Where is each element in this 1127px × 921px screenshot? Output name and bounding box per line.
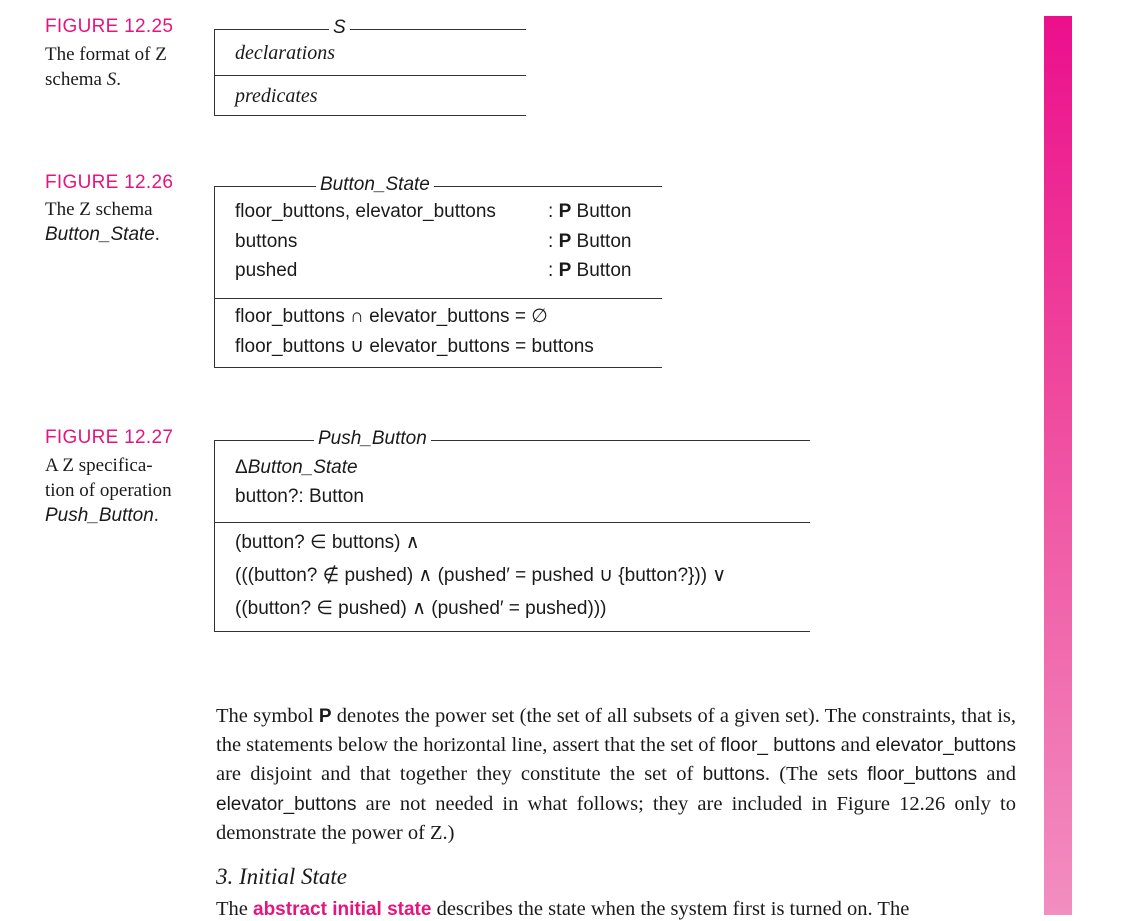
- figure-caption: [45, 42, 167, 92]
- schema-divider: [214, 298, 662, 299]
- section-heading: 3. Initial State: [216, 864, 347, 889]
- predicate-line: floor_buttons ∩ elevator_buttons = ∅: [235, 306, 548, 327]
- decl-type: : P Button: [548, 260, 632, 281]
- schema-left-line: [214, 186, 215, 368]
- schema-top-line: [214, 186, 662, 187]
- caption-line: A Z specifica-: [45, 455, 153, 476]
- body-paragraph: The symbol P denotes the power set (the set of all subsets of a given set). The constraints, that is, the statements below the horizontal line, assert that the set of floor_ buttons and elevator_buttons are disjoint and that together they constitute the set of buttons. (The sets floor_buttons and elevator_buttons are not needed in what follows; they are included in Figure 12.26 only to demonstrate the power of Z.): [216, 705, 1017, 844]
- predicate-line: (((button? ∉ pushed) ∧ (pushed′ = pushed ∪ {button?})) ∨: [235, 565, 727, 586]
- delta-declaration: ΔButton_State: [235, 457, 358, 478]
- body-paragraph-cut: The abstract initial state describes the state when the system first is turned on. The: [216, 898, 910, 920]
- schema-declarations: declarations: [235, 42, 335, 64]
- decl-name: buttons: [235, 231, 298, 252]
- figure-number: FIGURE 12.26: [45, 172, 174, 193]
- schema-top-line: [214, 440, 810, 441]
- figure-number: FIGURE 12.27: [45, 427, 174, 448]
- schema-name: S: [329, 18, 350, 38]
- predicate-line: ((button? ∈ pushed) ∧ (pushed′ = pushed))): [235, 598, 607, 619]
- schema-bottom-line: [214, 115, 526, 116]
- decl-name: pushed: [235, 260, 298, 281]
- schema-box: [214, 17, 526, 116]
- chapter-color-bar: [1044, 16, 1072, 915]
- schema-bottom-line: [214, 631, 810, 632]
- schema-name: Button_State: [316, 175, 434, 195]
- predicate-line: (button? ∈ buttons) ∧: [235, 532, 420, 553]
- schema-divider: [214, 522, 810, 523]
- figure-number: FIGURE 12.25: [45, 16, 174, 37]
- schema-left-line: [214, 29, 215, 116]
- caption-line: Button_State.: [45, 224, 160, 245]
- schema-box: [214, 174, 662, 368]
- caption-line: The Z schema: [45, 199, 153, 220]
- decl-type: : P Button: [548, 231, 632, 252]
- schema-left-line: [214, 440, 215, 632]
- schema-bottom-line: [214, 367, 662, 368]
- schema-name: Push_Button: [314, 429, 431, 449]
- decl-line: button?: Button: [235, 486, 364, 507]
- caption-line: The format of Z: [45, 44, 167, 65]
- schema-divider: [214, 75, 526, 76]
- caption-line: Push_Button.: [45, 505, 159, 526]
- predicate-line: floor_buttons ∪ elevator_buttons = buttons: [235, 336, 594, 357]
- schema-top-line: [214, 29, 526, 30]
- decl-name: floor_buttons, elevator_buttons: [235, 201, 496, 222]
- caption-line: tion of operation: [45, 480, 172, 501]
- figure-caption: [45, 197, 160, 247]
- schema-predicates: predicates: [235, 85, 318, 107]
- schema-box: [214, 428, 810, 632]
- decl-type: : P Button: [548, 201, 632, 222]
- caption-line: schema S.: [45, 69, 121, 90]
- key-term: abstract initial state: [253, 899, 432, 920]
- figure-caption: [45, 453, 172, 528]
